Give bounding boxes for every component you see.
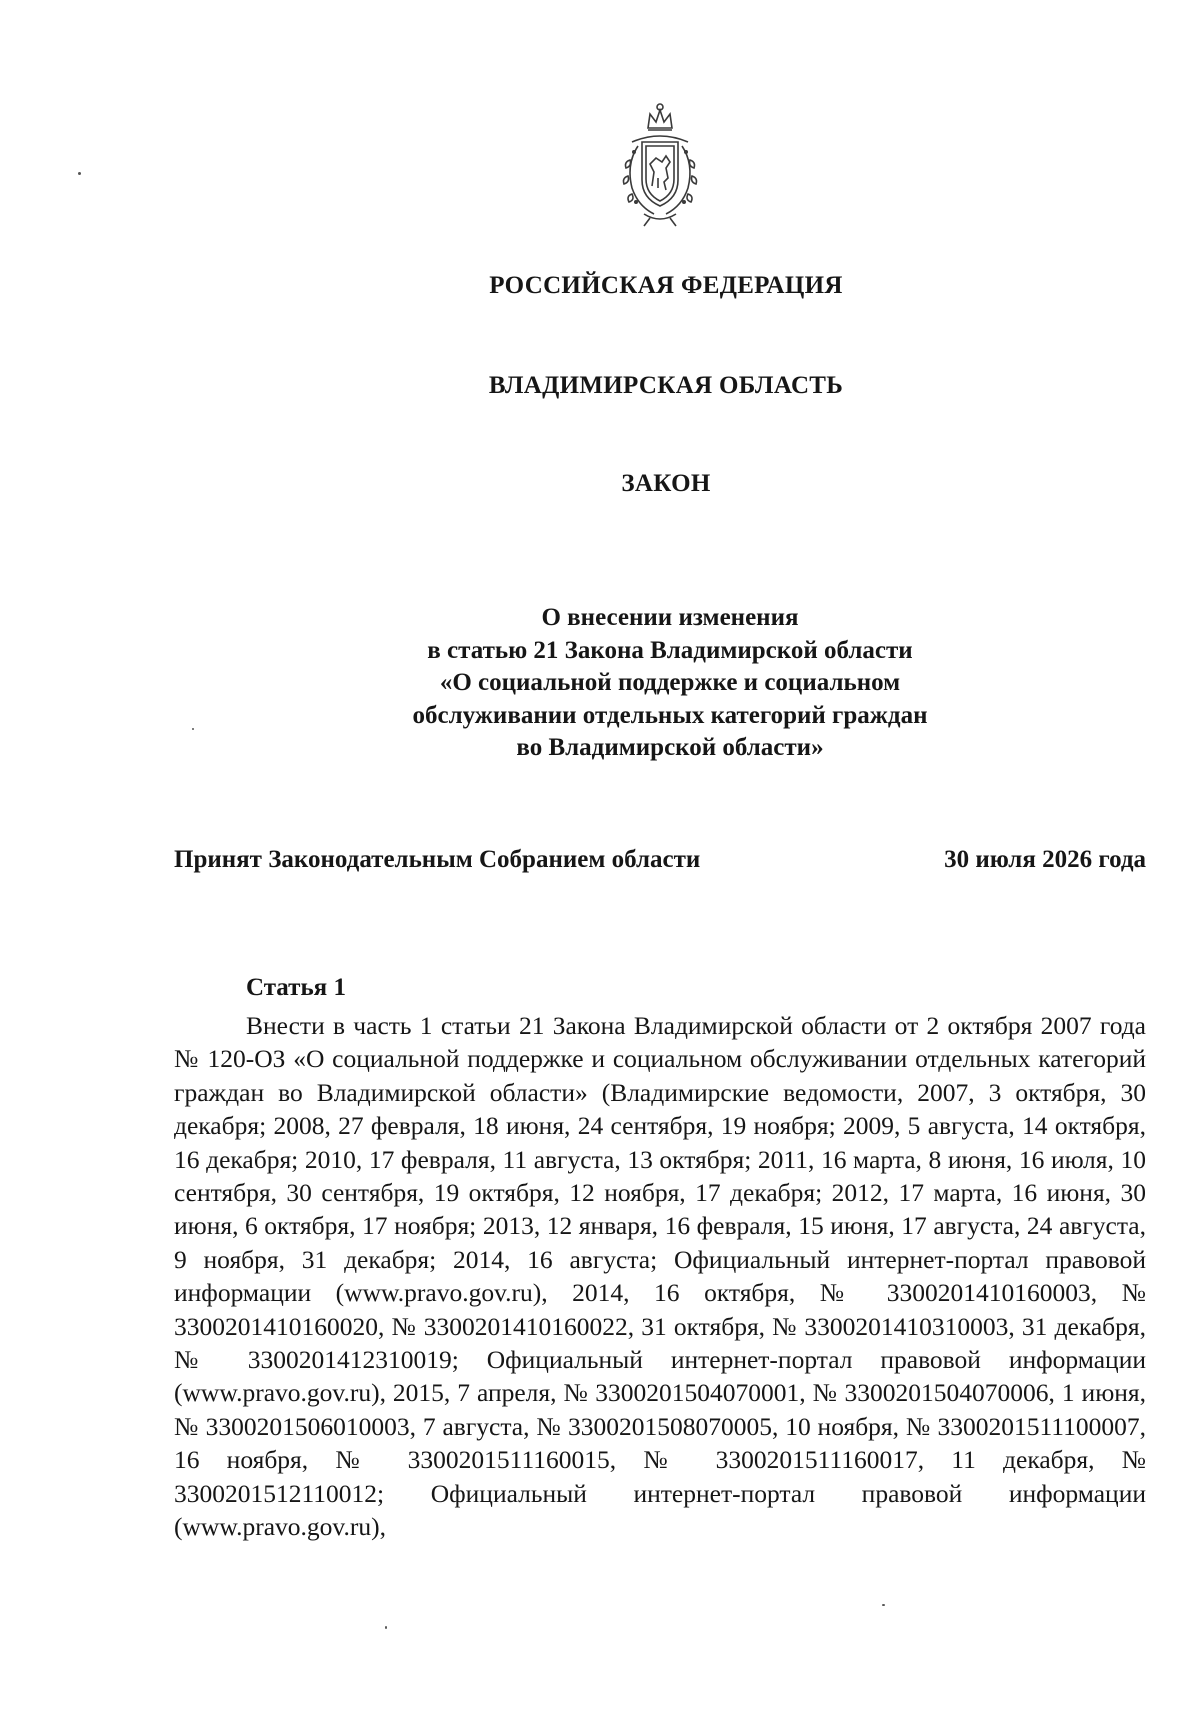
doc-type-heading: ЗАКОН (621, 470, 711, 497)
law-title (300, 602, 1040, 765)
law-title-line: О внесении изменения (541, 604, 799, 631)
adoption-row (174, 846, 1146, 874)
adoption-date: 30 июля 2026 года (944, 846, 1146, 873)
law-title-line: в статью 21 Закона Владимирской области (427, 636, 913, 664)
country-heading: РОССИЙСКАЯ ФЕДЕРАЦИЯ (489, 272, 843, 299)
article-body: Внести в часть 1 статьи 21 Закона Владимирской области от 2 октября 2007 года № 120-ОЗ «О социальной поддержке и социальном обслуживании отдельных категорий граждан во Владимирской области» (Владимирские ведомости, 2007, 3 октября, 30 декабря; 2008, 27 февраля, 18 июня, 24 сентября, 19 ноября; 2009, 5 августа, 14 октября, 16 декабря; 2010, 17 февраля, 11 августа, 13 октября; 2011, 16 марта, 8 июня, 16 июля, 10 сентября, 30 сентября, 19 октября, 12 ноября, 17 декабря; 2012, 17 марта, 16 июня, 30 июня, 6 октября, 17 ноября; 2013, 12 января, 16 февраля, 15 июня, 17 августа, 24 августа, 9 ноября, 31 декабря; 2014, 16 августа; Официальный интернет-портал правовой информации (www.pravo.gov.ru), 2014, 16 октября, № 3300201410160003, № 3300201410160020, № 3300201410160022, 31 октября, № 3300201410310003, 31 декабря, № 3300201412310019; Официальный интернет-портал правовой информации (www.pravo.gov.ru), 2015, 7 апреля, № 3300201504070001, № 3300201504070006, 1 июня, № 3300201506010003, 7 августа, № 3300201508070005, 10 ноября, № 3300201511100007, 16 ноября, № 3300201511160015, № 3300201511160017, 11 декабря, № 3300201512110012; Официальный интернет-портал правовой информации (www.pravo.gov.ru), (174, 1011, 1146, 1542)
law-title-line: обслуживании отдельных категорий граждан (412, 701, 928, 729)
coat-of-arms-icon (614, 102, 706, 228)
region-heading: ВЛАДИМИРСКАЯ ОБЛАСТЬ (488, 372, 844, 399)
law-title-line: «О социальной поддержке и социальном (439, 669, 901, 696)
article-heading: Статья 1 (246, 974, 346, 1001)
adoption-text: Принят Законодательным Собранием области (174, 846, 701, 873)
law-title-line: во Владимирской области» (516, 734, 824, 761)
